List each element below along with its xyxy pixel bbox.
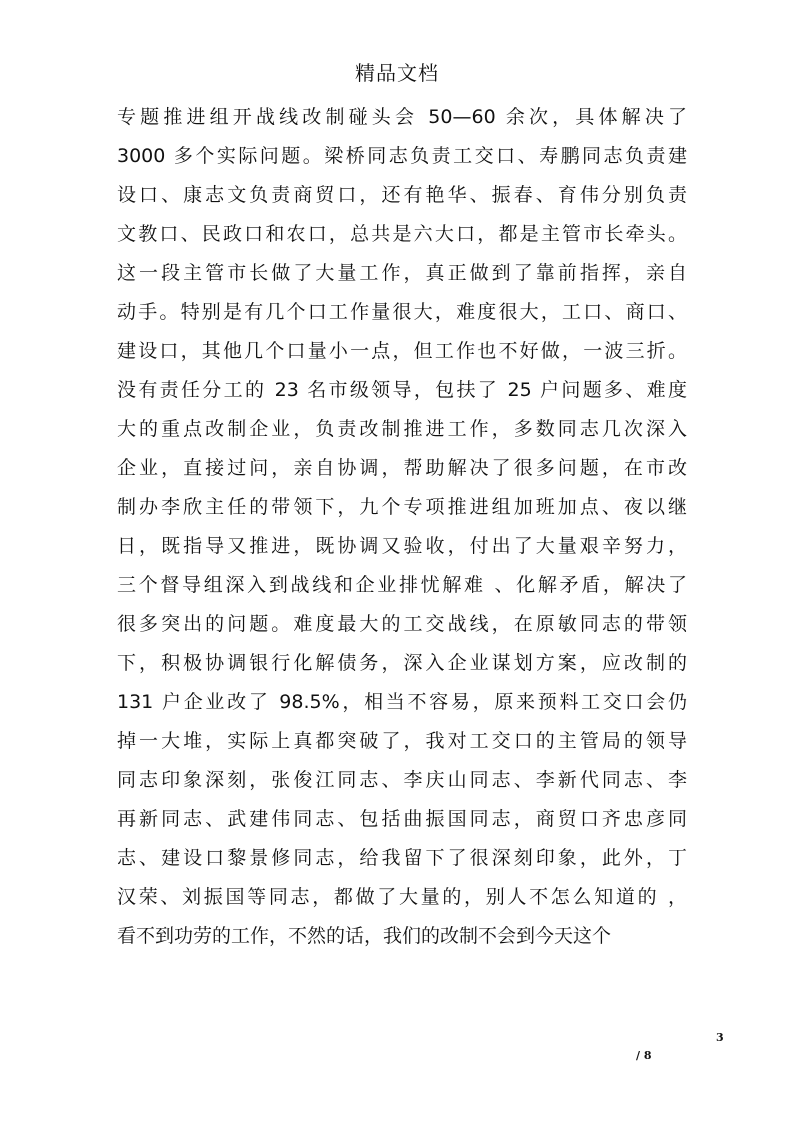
- body-line: 很多突出的问题。难度最大的工交战线，在原敏同志的带领: [117, 613, 687, 635]
- body-line: 设口、康志文负责商贸口，还有艳华、振春、育伟分别负责: [117, 184, 687, 206]
- body-line: 再新同志、武建伟同志、包括曲振国同志，商贸口齐忠彦同: [117, 808, 687, 830]
- body-line: 建设口，其他几个口量小一点，但工作也不好做，一波三折。: [117, 340, 687, 362]
- document-body: [117, 98, 687, 956]
- body-line: 日，既指导又推进，既协调又验收，付出了大量艰辛努力，: [117, 535, 687, 557]
- body-line: 汉荣、刘振国等同志，都做了大量的，别人不怎么知道的 ，: [117, 886, 687, 908]
- body-line: 131 户企业改了 98.5%，相当不容易，原来预料工交口会仍: [117, 691, 687, 713]
- body-line: 掉一大堆，实际上真都突破了，我对工交口的主管局的领导: [117, 730, 687, 752]
- body-line: 下，积极协调银行化解债务，深入企业谋划方案，应改制的: [117, 652, 687, 674]
- page-header-title: 精品文档: [355, 61, 439, 85]
- body-line: 看不到功劳的工作，不然的话，我们的改制不会到今天这个: [117, 925, 612, 947]
- body-line: 志、建设口黎景修同志，给我留下了很深刻印象，此外，丁: [117, 847, 687, 869]
- body-line: 同志印象深刻，张俊江同志、李庆山同志、李新代同志、李: [117, 769, 687, 791]
- page-total: / 8: [636, 1049, 652, 1062]
- body-line: 文教口、民政口和农口，总共是六大口，都是主管市长牵头。: [117, 223, 687, 245]
- body-line: 大的重点改制企业，负责改制推进工作，多数同志几次深入: [117, 418, 687, 440]
- body-line: 这一段主管市长做了大量工作，真正做到了靠前指挥，亲自: [117, 262, 687, 284]
- body-line: 没有责任分工的 23 名市级领导，包扶了 25 户问题多、难度: [117, 379, 687, 401]
- body-line: 动手。特别是有几个口工作量很大，难度很大，工口、商口、: [117, 301, 687, 323]
- body-line: 制办李欣主任的带领下，九个专项推进组加班加点、夜以继: [117, 496, 687, 518]
- page-number: 3: [716, 1031, 724, 1044]
- body-line: 三个督导组深入到战线和企业排忧解难 、化解矛盾，解决了: [117, 574, 687, 596]
- body-line: 3000 多个实际问题。梁桥同志负责工交口、寿鹏同志负责建: [117, 145, 687, 167]
- body-line: 企业，直接过问，亲自协调，帮助解决了很多问题，在市改: [117, 457, 687, 479]
- body-line: 专题推进组开战线改制碰头会 50—60 余次，具体解决了: [117, 106, 687, 128]
